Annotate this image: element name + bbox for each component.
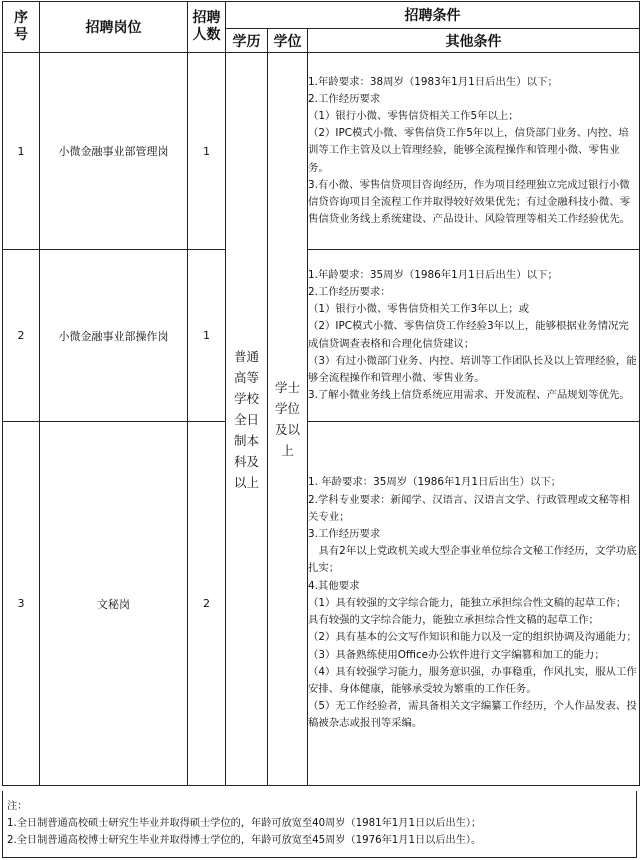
row-conditions — [308, 422, 640, 786]
row-conditions — [308, 53, 640, 250]
condition-line: 具有较强的文字综合能力，能独立承担综合性文稿的起草工作； — [308, 614, 599, 627]
notes-title: 注： — [7, 801, 28, 812]
header-seq: 序 号 — [3, 2, 40, 53]
row-position: 文秘岗 — [40, 422, 188, 786]
note-item: 1.全日制普通高校硕士研究生毕业并取得硕士学位的，年龄可放宽至40周岁（1981年1月1日以后出生）； — [7, 818, 482, 829]
notes-section — [2, 791, 637, 858]
condition-line: 2.工作经历要求 — [308, 92, 381, 105]
note-item: 2.全日制普通高校博士研究生毕业并取得博士学位的，年龄可放宽至45周岁（1976年1月1日以后出生）。 — [7, 835, 482, 846]
condition-line: （3）具备熟练使用Office办公软件进行文字编篡和加工的能力； — [308, 648, 605, 661]
header-position: 招聘岗位 — [40, 2, 188, 53]
row-seq: 1 — [3, 53, 40, 250]
condition-line: 1. 年龄要求：35周岁（1986年1月1日后出生）以下； — [308, 476, 562, 489]
row-count: 1 — [188, 53, 226, 250]
row-count: 1 — [188, 250, 226, 422]
condition-line: 1.年龄要求：35周岁（1986年1月1日后出生）以下； — [308, 268, 558, 281]
row-count: 2 — [188, 422, 226, 786]
education-cell: 普通 高等 学校 全日 制本 科及 以上 — [226, 53, 268, 786]
header-degree: 学位 — [268, 29, 308, 53]
header-conditions: 招聘条件 — [226, 2, 640, 29]
condition-line: （2）IPC模式小微、零售信贷工作5年以上，信贷部门业务、内控、培训等工作主管及以上管理经验，能够全流程操作和管理小微、零售业务。 — [308, 127, 629, 174]
condition-line: 2.工作经历要求： — [308, 285, 391, 298]
condition-line: （2）IPC模式小微、零售信贷工作经验3年以上，能够根据业务情况完成信贷调查表格和合理化信贷建议； — [308, 320, 629, 350]
condition-line: 2.学科专业要求：新闻学、汉语言、汉语言文学、行政管理或文秘等相关专业； — [308, 493, 630, 523]
condition-line: 4.其他要求 — [308, 579, 360, 592]
header-other: 其他条件 — [308, 29, 640, 53]
table-row — [3, 53, 640, 250]
condition-line: 3.工作经历要求 — [308, 528, 381, 541]
row-seq: 2 — [3, 250, 40, 422]
condition-line: 具有2年以上党政机关或大型企事业单位综合文秘工作经历，文学功底扎实； — [308, 545, 637, 575]
condition-line: 3.有小微、零售信贷项目咨询经历，作为项目经理独立完成过银行小微信贷咨询项目全流程工作并取得较好效果优先；有过金融科技小微、零售信贷业务线上系统建设、产品设计、风险管理等相关工作经验优先。 — [308, 178, 631, 226]
header-row-top — [3, 2, 640, 29]
condition-line: 3.了解小微业务线上信贷系统应用需求、开发流程、产品规划等优先。 — [308, 389, 630, 402]
row-conditions — [308, 250, 640, 422]
header-count: 招聘 人数 — [188, 2, 226, 53]
row-position: 小微金融事业部操作岗 — [40, 250, 188, 422]
table-row — [3, 250, 640, 422]
table-row — [3, 422, 640, 786]
recruitment-table — [2, 1, 640, 786]
degree-cell: 学士 学位 及以 上 — [268, 53, 308, 786]
condition-line: （1）银行小微、零售信贷相关工作3年以上；或 — [308, 303, 530, 316]
condition-line: （5）无工作经验者，需具备相关文字编纂工作经历，个人作品发表、投稿被杂志或报刊等采编。 — [308, 700, 637, 730]
condition-line: （2）具有基本的公文写作知识和能力以及一定的组织协调及沟通能力； — [308, 631, 637, 644]
row-seq: 3 — [3, 422, 40, 786]
condition-line: （1）具有较强的文字综合能力，能独立承担综合性文稿的起草工作； — [308, 596, 627, 609]
condition-line: （3）有过小微部门业务、内控、培训等工作团队长及以上管理经验，能够全流程操作和管理小微、零售业务。 — [308, 354, 637, 384]
header-education: 学历 — [226, 29, 268, 53]
condition-line: 1.年龄要求：38周岁（1983年1月1日后出生）以下； — [308, 75, 558, 88]
condition-line: （1）银行小微、零售信贷相关工作5年以上； — [308, 109, 519, 122]
condition-line: （4）具有较强学习能力，服务意识强，办事稳重，作风扎实，服从工作安排、身体健康，能够承受较为繁重的工作任务。 — [308, 665, 637, 695]
row-position: 小微金融事业部管理岗 — [40, 53, 188, 250]
